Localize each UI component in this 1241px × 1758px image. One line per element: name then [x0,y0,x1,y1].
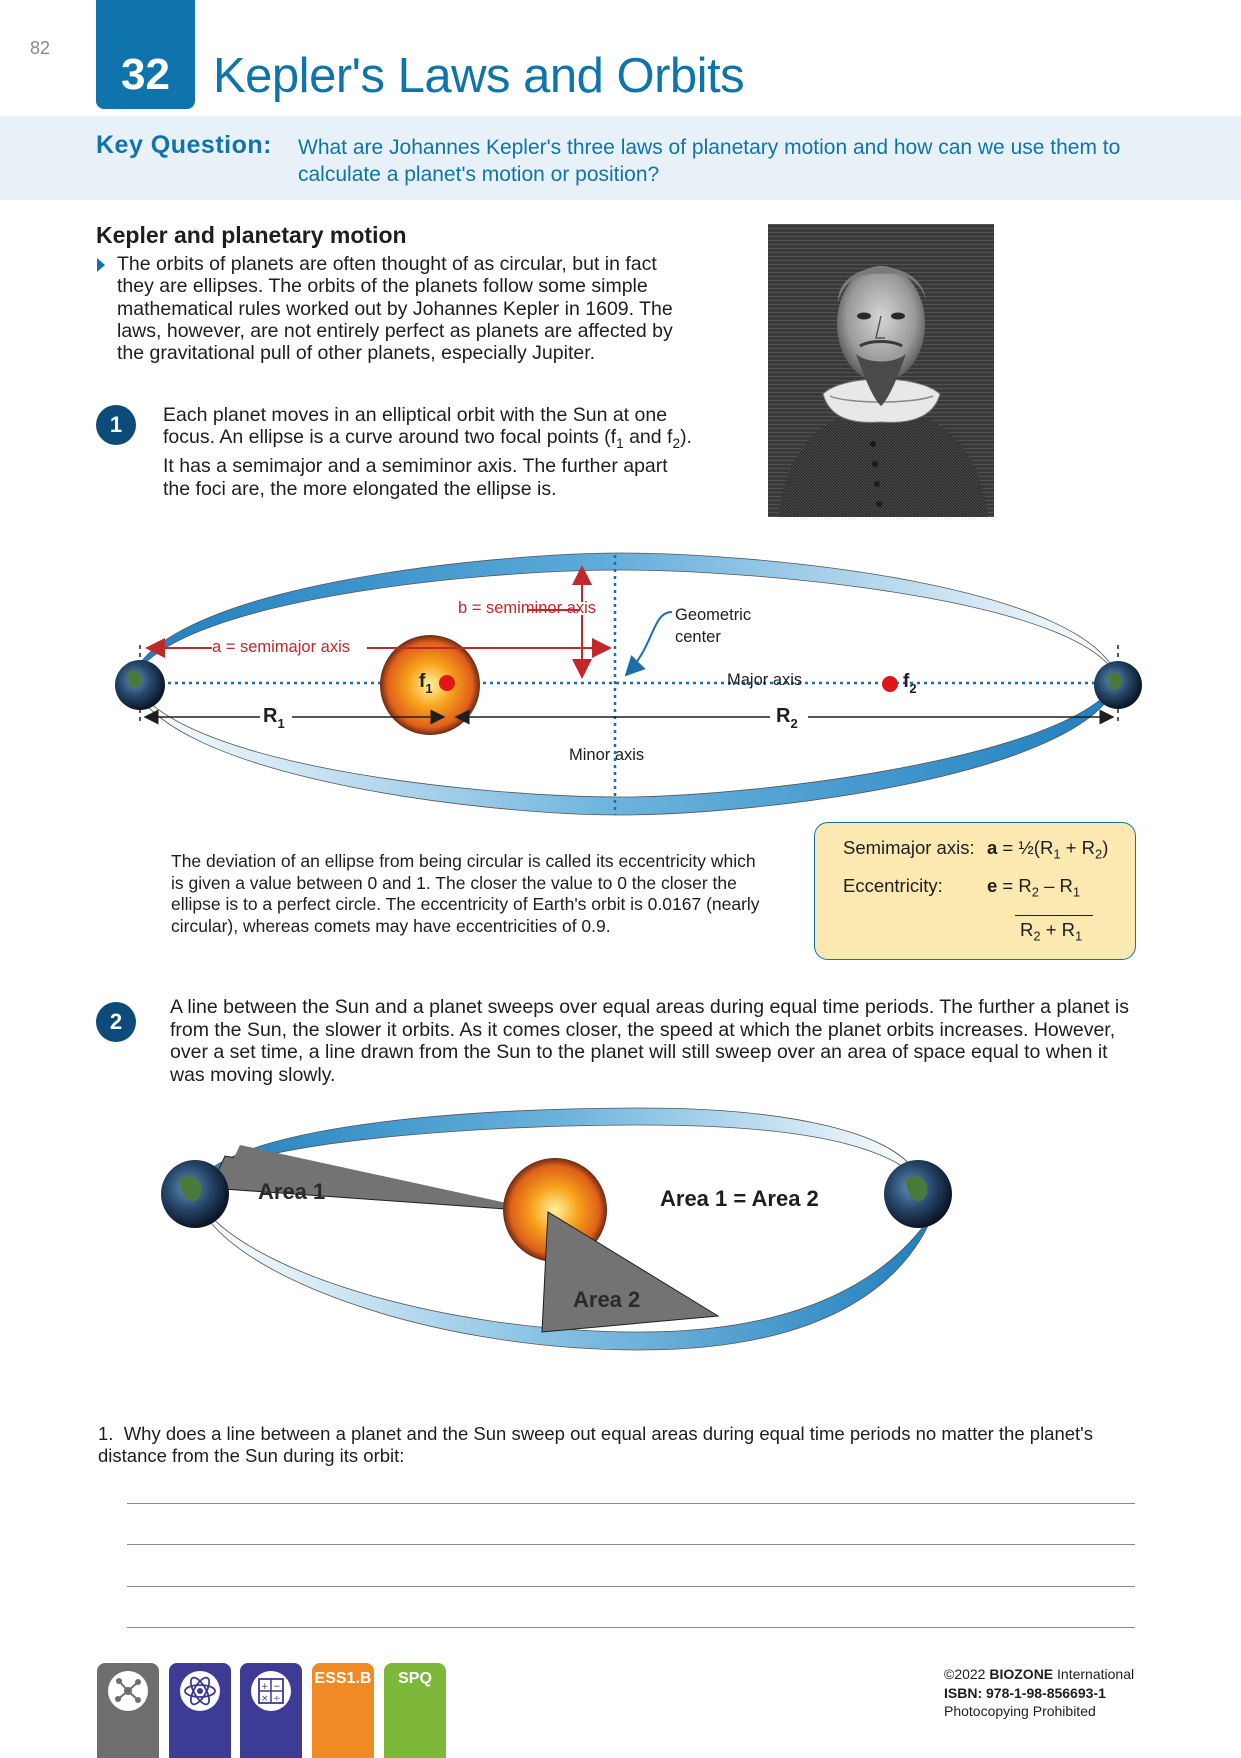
focus-2-label: $f_2$ [903,671,917,696]
major-axis-label: Major axis [727,671,803,689]
law-1-text: Each planet moves in an elliptical orbit with the Sun at one focus. An ellipse is a curve around two focal points ($f_1$ and $f_2$). It has a semimajor and a semiminor axis. The further apart the foci are, the more elongated the ellipse is. [163,404,692,500]
answer-line-4[interactable] [127,1627,1135,1628]
svg-text:×: × [261,1694,269,1704]
copyright-block [944,1665,1134,1721]
eccentricity-denominator: $R_2 + R_1$ [1020,919,1083,944]
calculator-icon [240,1663,302,1725]
section-heading: Kepler and planetary motion [96,222,407,248]
page-number: 82 [30,38,51,58]
eccentricity-numerator: $e = R_2 - R_1$ [987,875,1081,900]
chapter-number: 32 [121,50,170,99]
eccentricity-paragraph: The deviation of an ellipse from being circular is called its eccentricity which is given a value between 0 and 1. The closer the value to 0 the closer the ellipse is to a perfect circle. The eccentricity of Earth's orbit is 0.0167 (nearly circular), whereas comets may have eccentricities of 0.9. [171,851,760,936]
semimajor-label: a = semimajor axis [212,638,351,656]
focus-1-dot [439,675,455,691]
r1-label: $R_1$ [263,705,285,731]
question-1 [98,1423,1148,1466]
focus-1-label: $f_1$ [419,671,433,696]
svg-text:÷: ÷ [273,1694,281,1704]
footer-code-ess1b: ESS1.B [314,1670,372,1687]
area-1-label: Area 1 [258,1179,326,1204]
eccentricity-formula-label: Eccentricity: [843,875,943,896]
key-question-label: Key Question: [96,131,272,159]
formula-box [814,822,1136,960]
semiminor-label: b = semiminor axis [458,599,597,617]
photocopy-notice: Photocopying Prohibited [944,1703,1096,1719]
question-text: Why does a line between a planet and the Sun sweep out equal areas during equal time periods no matter the planet's distance from the Sun during its orbit: [98,1423,1093,1466]
copyright-line: ©2022 BIOZONE International [944,1666,1135,1682]
key-question-text: What are Johannes Kepler's three laws of planetary motion and how can we use them to calculate a planet's motion or position? [298,136,1121,186]
answer-line-3[interactable] [127,1586,1135,1587]
chapter-title: Kepler's Laws and Orbits [213,49,745,103]
isbn: ISBN: 978-1-98-856693-1 [944,1684,1106,1701]
semimajor-formula-label: Semimajor axis: [843,837,975,858]
footer-tab-ess1b [312,1663,374,1758]
fraction-bar [1015,915,1093,916]
r2-label: $R_2$ [776,705,798,731]
footer-tab-atom [169,1663,231,1758]
bullet-arrow-icon [97,258,105,272]
intro-paragraph: The orbits of planets are often thought of as circular, but in fact they are ellipses. The orbits of the planets follow some simple mathematical rules worked out by Johannes Kepler in 1609. The laws, however, are not entirely perfect as planets are affected by the gravitational pull of other planets, especially Jupiter. [117,253,673,365]
focus-2-dot [882,676,898,692]
kepler-portrait [768,224,994,517]
question-number: 1. [98,1423,114,1444]
network-icon [97,1663,159,1725]
area-equality-label: Area 1 = Area 2 [660,1186,819,1211]
area-2-label: Area 2 [573,1287,641,1312]
law-2-badge: 2 [96,1002,136,1042]
footer-code-spq: SPQ [398,1670,432,1687]
minor-axis-label: Minor axis [569,746,645,764]
semimajor-formula: $a = \frac{1}{2}(R_1 + R_2)$ [987,837,1109,862]
footer-tab-network [97,1663,159,1758]
geometric-center-label-1: Geometric [675,606,752,624]
answer-line-1[interactable] [127,1503,1135,1504]
law-1-badge: 1 [96,405,136,445]
ellipse-orbit-diagram [0,545,1241,830]
area-2-wedge [542,1212,718,1332]
law-2-text: A line between the Sun and a planet sweeps over equal areas during equal time periods. The further a planet is from the Sun, the slower it orbits. As it comes closer, the speed at which the planet orbits increases. However, over a set time, a line drawn from the Sun to the planet will still sweep over an area of space equal to when it was moving slowly. [170,996,1130,1086]
answer-line-2[interactable] [127,1544,1135,1545]
geometric-center-label-2: center [675,628,721,646]
svg-text:−: − [273,1682,281,1692]
atom-icon [169,1663,231,1725]
footer-tab-math [240,1663,302,1758]
svg-text:+: + [261,1682,269,1692]
equal-areas-diagram [0,1100,1241,1360]
footer-tab-spq [384,1663,446,1758]
